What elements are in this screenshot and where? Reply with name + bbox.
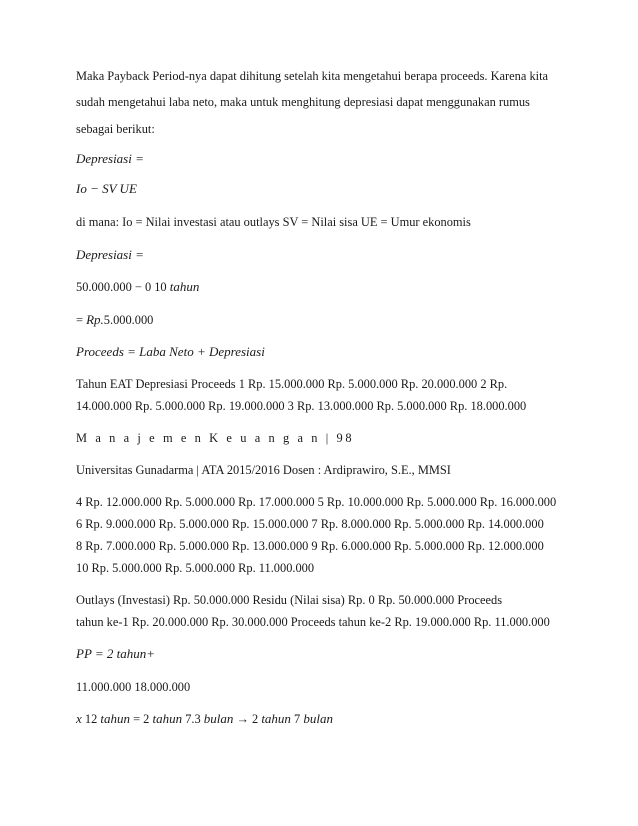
eq-tahun-3: tahun [261, 711, 291, 726]
table-text-line-5: 8 Rp. 7.000.000 Rp. 5.000.000 Rp. 13.000.000 9 Rp. 6.000.000 Rp. 5.000.000 Rp. 12.000.000 [76, 539, 544, 553]
equation-depresiasi-label: Depresiasi = [76, 151, 144, 166]
eq-x: x [76, 711, 82, 726]
table-text-line-3: 4 Rp. 12.000.000 Rp. 5.000.000 Rp. 17.000.000 5 Rp. 10.000.000 Rp. 5.000.000 Rp. 16.000.000 [76, 495, 557, 509]
equation-depresiasi-value-unit: tahun [169, 279, 200, 294]
equation-depresiasi-value-number: 50.000.000 − 0 10 [76, 280, 167, 294]
eq-arrow-2: → 2 [233, 712, 262, 726]
intro-line-2: sudah mengetahui laba neto, maka untuk menghitung depresiasi dapat menggunakan rumus [76, 95, 530, 109]
table-text-line-1: Tahun EAT Depresiasi Proceeds 1 Rp. 15.000.000 Rp. 5.000.000 Rp. 20.000.000 2 Rp. [76, 377, 508, 391]
equation-pp-prefix: PP = 2 [76, 646, 117, 661]
footer-university: Universitas Gunadarma | ATA 2015/2016 Dosen : Ardiprawiro, S.E., MMSI [76, 463, 451, 477]
equation-depresiasi-value [76, 280, 199, 294]
equation-depresiasi-label-2: Depresiasi = [76, 247, 144, 262]
definitions-line: di mana: Io = Nilai investasi atau outlays SV = Nilai sisa UE = Umur ekonomis [76, 215, 471, 229]
intro-line-1: Maka Payback Period-nya dapat dihitung setelah kita mengetahui berapa proceeds. Karena kita [76, 69, 549, 83]
intro-line-3: sebagai berikut: [76, 122, 155, 136]
equation-result-number: 5.000.000 [103, 313, 154, 327]
table-text-line-6: 10 Rp. 5.000.000 Rp. 5.000.000 Rp. 11.000.000 [76, 561, 315, 575]
eq-12: 12 [81, 712, 101, 726]
eq-7: 7 [290, 712, 304, 726]
eq-tahun-1: tahun [100, 711, 130, 726]
equation-pp-numbers: 11.000.000 18.000.000 [76, 680, 191, 694]
eq-bulan-1: bulan [203, 711, 234, 726]
eq-tahun-2: tahun [152, 711, 183, 726]
equation-depresiasi-formula: Io − SV UE [76, 181, 137, 196]
equation-payback-period [76, 647, 155, 661]
equation-equals-sign: = [76, 313, 87, 327]
equation-pp-plus: + [146, 646, 156, 661]
eq-7-3: 7.3 [182, 712, 204, 726]
equation-pp-result [76, 712, 333, 726]
footer-title: M a n a j e m e n K e u a n g a n | 98 [76, 431, 355, 445]
eq-equals-2: = 2 [130, 712, 153, 726]
outlays-line-1: Outlays (Investasi) Rp. 50.000.000 Residu (Nilai sisa) Rp. 0 Rp. 50.000.000 Proceeds [76, 593, 503, 607]
equation-pp-unit: tahun [116, 646, 147, 661]
equation-depresiasi-result [76, 313, 153, 327]
table-text-line-2: 14.000.000 Rp. 5.000.000 Rp. 19.000.000 3 Rp. 13.000.000 Rp. 5.000.000 Rp. 18.000.000 [76, 399, 527, 413]
equation-proceeds: Proceeds = Laba Neto + Depresiasi [76, 344, 265, 359]
eq-bulan-2: bulan [303, 711, 333, 726]
outlays-line-2: tahun ke-1 Rp. 20.000.000 Rp. 30.000.000 Proceeds tahun ke-2 Rp. 19.000.000 Rp. 11.000.000 [76, 615, 550, 629]
equation-rp-symbol: Rp. [86, 312, 104, 327]
table-text-line-4: 6 Rp. 9.000.000 Rp. 5.000.000 Rp. 15.000.000 7 Rp. 8.000.000 Rp. 5.000.000 Rp. 14.000.000 [76, 517, 544, 531]
